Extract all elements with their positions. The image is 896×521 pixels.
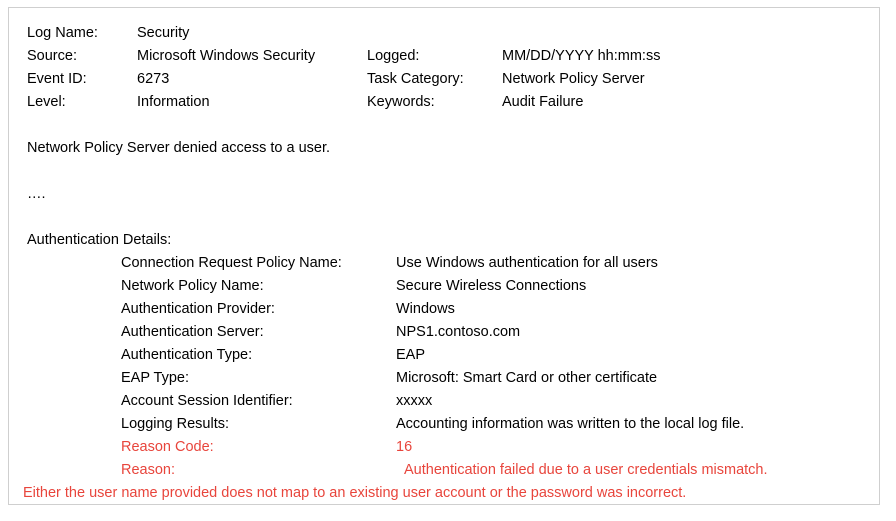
detail-row [9, 367, 879, 390]
level-value: Information [137, 94, 210, 110]
logged-label: Logged: [367, 48, 420, 64]
detail-label: Reason: [121, 462, 176, 478]
header-row-log-name [27, 22, 879, 45]
header-row-level [27, 91, 879, 114]
keywords-value: Audit Failure [502, 94, 584, 110]
detail-value: Secure Wireless Connections [396, 278, 587, 294]
detail-label: Network Policy Name: [121, 278, 264, 294]
detail-row [9, 413, 879, 436]
detail-row [9, 344, 879, 367]
detail-row [9, 252, 879, 275]
detail-row-reason-code [9, 436, 879, 459]
detail-label: Logging Results: [121, 416, 230, 432]
log-name-label: Log Name: [27, 25, 98, 41]
event-ellipsis: …. [27, 186, 46, 202]
detail-value: Accounting information was written to the local log file. [396, 416, 745, 432]
event-properties-panel [8, 7, 880, 505]
detail-row [9, 298, 879, 321]
header-row-source [27, 45, 879, 68]
task-category-label: Task Category: [367, 71, 464, 87]
detail-row [9, 321, 879, 344]
task-category-group [367, 68, 645, 91]
detail-label: Authentication Provider: [121, 301, 275, 317]
authentication-details-title: Authentication Details: [27, 232, 172, 248]
authentication-details-list [9, 252, 879, 482]
detail-label: Connection Request Policy Name: [121, 255, 342, 271]
event-header [9, 22, 879, 114]
source-label: Source: [27, 48, 77, 64]
detail-row [9, 275, 879, 298]
level-label: Level: [27, 94, 66, 110]
spacer-3 [9, 206, 879, 229]
detail-value: Microsoft: Smart Card or other certificate [396, 370, 658, 386]
detail-row [9, 390, 879, 413]
detail-value: Use Windows authentication for all users [396, 255, 658, 271]
detail-value: 16 [396, 439, 413, 455]
detail-label: Authentication Type: [121, 347, 253, 363]
detail-row-reason [9, 459, 879, 482]
detail-label: Reason Code: [121, 439, 214, 455]
detail-value: Authentication failed due to a user credentials mismatch. [404, 462, 768, 478]
detail-value: EAP [396, 347, 426, 363]
detail-label: EAP Type: [121, 370, 189, 386]
log-name-value: Security [137, 25, 190, 41]
spacer-1 [9, 114, 879, 137]
detail-label: Authentication Server: [121, 324, 264, 340]
source-value: Microsoft Windows Security [137, 48, 316, 64]
detail-value: NPS1.contoso.com [396, 324, 521, 340]
logged-group [367, 45, 660, 68]
task-category-value: Network Policy Server [502, 71, 645, 87]
header-row-event-id [27, 68, 879, 91]
keywords-label: Keywords: [367, 94, 435, 110]
spacer-2 [9, 160, 879, 183]
event-id-label: Event ID: [27, 71, 87, 87]
event-description: Network Policy Server denied access to a user. [27, 140, 331, 156]
detail-value: xxxxx [396, 393, 433, 409]
detail-value: Windows [396, 301, 455, 317]
keywords-group [367, 91, 583, 114]
error-footer-message: Either the user name provided does not map to an existing user account or the password was incorrect. [23, 485, 687, 501]
event-id-value: 6273 [137, 71, 170, 87]
logged-value: MM/DD/YYYY hh:mm:ss [502, 48, 661, 64]
detail-label: Account Session Identifier: [121, 393, 293, 409]
